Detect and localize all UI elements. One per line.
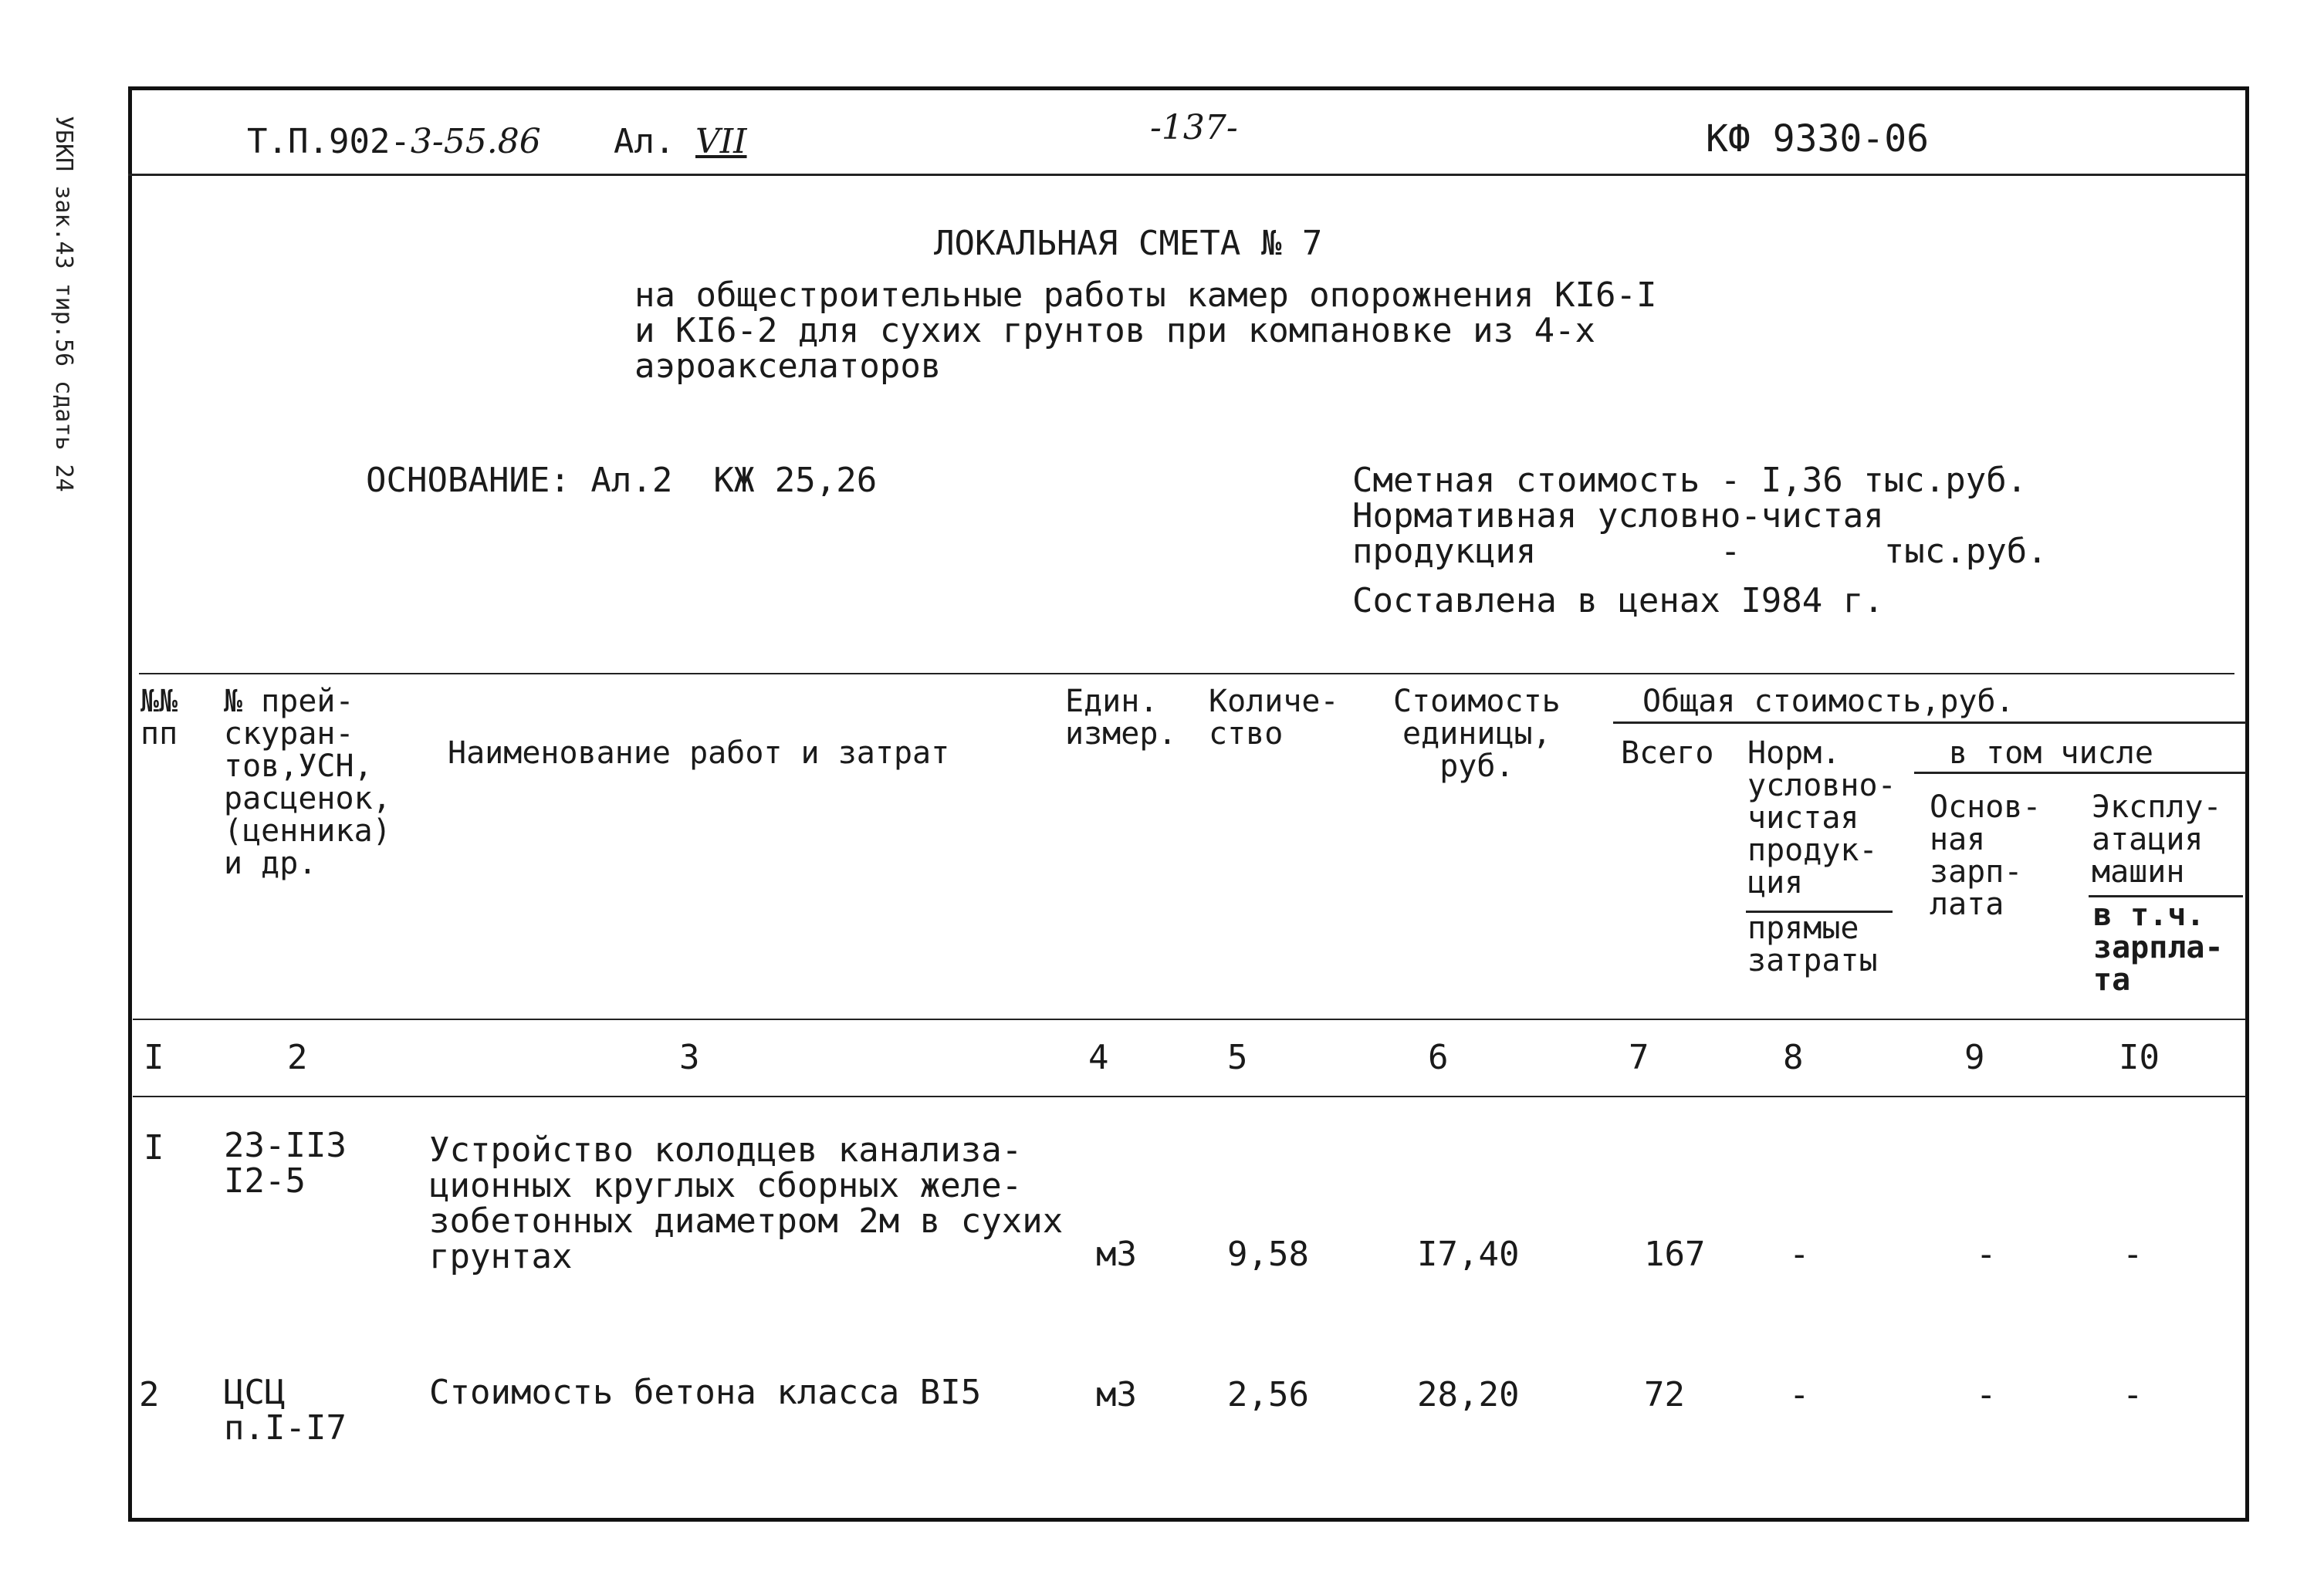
header-unit	[1065, 685, 1177, 750]
header-text: атация	[2092, 822, 2204, 857]
header-text: Стоимость	[1393, 684, 1561, 719]
header-text: расценок,	[224, 781, 391, 816]
header-text: в т.ч.	[2093, 897, 2205, 933]
cost-line: продукция - тыс.руб.	[1352, 532, 2048, 571]
album-ref	[614, 122, 747, 161]
header-text: зарп-	[1930, 854, 2023, 890]
row-unit-cost: 28,20	[1417, 1375, 1520, 1414]
page-number: -137-	[1150, 108, 1238, 147]
incl-header-line	[1914, 772, 2246, 774]
header-text: №№	[140, 684, 178, 719]
header-text: тов,УСН,	[224, 749, 373, 784]
table-top-line	[139, 673, 2234, 674]
header-text: (ценника)	[224, 813, 391, 849]
cell-text: ЦСЦ	[224, 1373, 286, 1412]
header-text: та	[2093, 962, 2131, 998]
cost-line: Составлена в ценах I984 г.	[1352, 581, 1884, 620]
row-work-name	[429, 1375, 981, 1411]
cell-text: зобетонных диаметром 2м в сухих	[429, 1201, 1064, 1241]
header-text: затраты	[1747, 943, 1878, 978]
album-label: Ал.	[614, 122, 675, 161]
row-number: I	[144, 1128, 164, 1168]
doc-code: КФ 9330-06	[1706, 117, 1929, 161]
header-divider	[128, 174, 2245, 176]
cell-text: п.I-I7	[224, 1408, 347, 1448]
tp-code	[247, 122, 541, 161]
header-nn	[140, 685, 178, 750]
cell-text: ционных круглых сборных желе-	[429, 1166, 1023, 1205]
header-wage	[1930, 791, 2042, 921]
header-incl: в том числе	[1949, 735, 2153, 771]
tp-prefix: Т.П.902-	[247, 122, 411, 161]
col-number: 8	[1783, 1038, 1804, 1077]
row-price-ref	[224, 1128, 347, 1199]
col-number: 4	[1088, 1038, 1109, 1077]
header-text: ция	[1747, 865, 1804, 901]
header-text: руб.	[1439, 749, 1514, 784]
row-norm-value: -	[1789, 1235, 1810, 1274]
col-number: I0	[2119, 1038, 2160, 1077]
header-text: лата	[1930, 887, 2004, 922]
cell-text: Стоимость бетона класса BI5	[429, 1373, 982, 1412]
row-qty: 9,58	[1227, 1235, 1309, 1274]
row-total: 167	[1644, 1235, 1706, 1274]
row-machines-value: -	[2123, 1375, 2143, 1414]
header-name: Наименование работ и затрат	[448, 735, 950, 771]
col-number: 7	[1629, 1038, 1649, 1077]
cost-line: Нормативная условно-чистая	[1352, 496, 1884, 536]
basis-line: ОСНОВАНИЕ: Ал.2 КЖ 25,26	[366, 461, 878, 500]
header-text: скуран-	[224, 716, 354, 752]
row-work-name	[429, 1130, 1064, 1276]
header-machines-wage	[2093, 899, 2224, 996]
row-wage-value: -	[1976, 1235, 1997, 1274]
col-number: 6	[1428, 1038, 1449, 1077]
document-subtitle	[634, 275, 1657, 386]
cell-text: Устройство колодцев канализа-	[429, 1130, 1023, 1170]
header-qty	[1209, 685, 1339, 750]
col-number: 3	[679, 1038, 700, 1077]
header-text: измер.	[1065, 716, 1177, 752]
header-text: чистая	[1747, 800, 1859, 836]
row-machines-value: -	[2123, 1235, 2143, 1274]
header-text: пп	[140, 716, 178, 752]
header-text: продук-	[1747, 833, 1878, 868]
header-text: машин	[2092, 854, 2185, 890]
header-total-cost: Общая стоимость,руб.	[1642, 684, 2014, 719]
header-text: № прей-	[224, 684, 354, 719]
col-number: 5	[1227, 1038, 1248, 1077]
header-text: Един.	[1065, 684, 1159, 719]
row-total: 72	[1644, 1375, 1685, 1414]
header-text: зарпла-	[2093, 930, 2224, 965]
header-text: ство	[1209, 716, 1284, 752]
row-norm-value: -	[1789, 1375, 1810, 1414]
cell-text: 23-II3	[224, 1126, 347, 1165]
header-all: Всего	[1621, 735, 1714, 771]
header-text: условно-	[1747, 768, 1896, 803]
header-text: Количе-	[1209, 684, 1339, 719]
header-machines	[2092, 791, 2222, 888]
tp-hand: 3-55.86	[410, 122, 541, 161]
side-stamp-text: УБКП зак.43 тир.56 сдать 24	[50, 116, 77, 492]
subtitle-line: на общестроительные работы камер опорожнения КI6-I	[634, 275, 1657, 315]
header-norm	[1747, 737, 1896, 899]
total-header-line	[1613, 721, 2246, 724]
header-text: Основ-	[1930, 789, 2042, 825]
header-unit-cost	[1393, 685, 1561, 782]
header-text: и др.	[224, 846, 317, 881]
header-bottom-line	[133, 1019, 2246, 1020]
row-unit-cost: I7,40	[1417, 1235, 1520, 1274]
header-text: Эксплу-	[2092, 789, 2222, 825]
header-text: единицы,	[1402, 716, 1551, 752]
row-unit: м3	[1096, 1375, 1137, 1414]
row-wage-value: -	[1976, 1375, 1997, 1414]
header-text: Норм.	[1747, 735, 1841, 771]
cost-summary	[1352, 463, 2048, 619]
row-unit: м3	[1096, 1235, 1137, 1274]
row-price-ref	[224, 1375, 347, 1446]
header-direct	[1747, 912, 1878, 977]
row-number: 2	[139, 1375, 160, 1414]
document-title: ЛОКАЛЬНАЯ СМЕТА № 7	[934, 224, 1323, 263]
subtitle-line: аэроакселаторов	[634, 346, 942, 386]
row-qty: 2,56	[1227, 1375, 1309, 1414]
subtitle-line: и КI6-2 для сухих грунтов при компановке из 4-х	[634, 311, 1596, 350]
cost-line: Сметная стоимость - I,36 тыс.руб.	[1352, 461, 2028, 500]
album-number: VII	[695, 122, 747, 161]
header-text: ная	[1930, 822, 1986, 857]
cell-text: I2-5	[224, 1161, 306, 1201]
cell-text: грунтах	[429, 1237, 573, 1276]
col-number: I	[144, 1038, 164, 1077]
header-text: прямые	[1747, 911, 1859, 946]
header-price-ref	[224, 685, 391, 880]
side-stamp-note	[31, 100, 93, 532]
numbers-bottom-line	[133, 1096, 2246, 1097]
col-number: 2	[287, 1038, 308, 1077]
col-number: 9	[1964, 1038, 1985, 1077]
